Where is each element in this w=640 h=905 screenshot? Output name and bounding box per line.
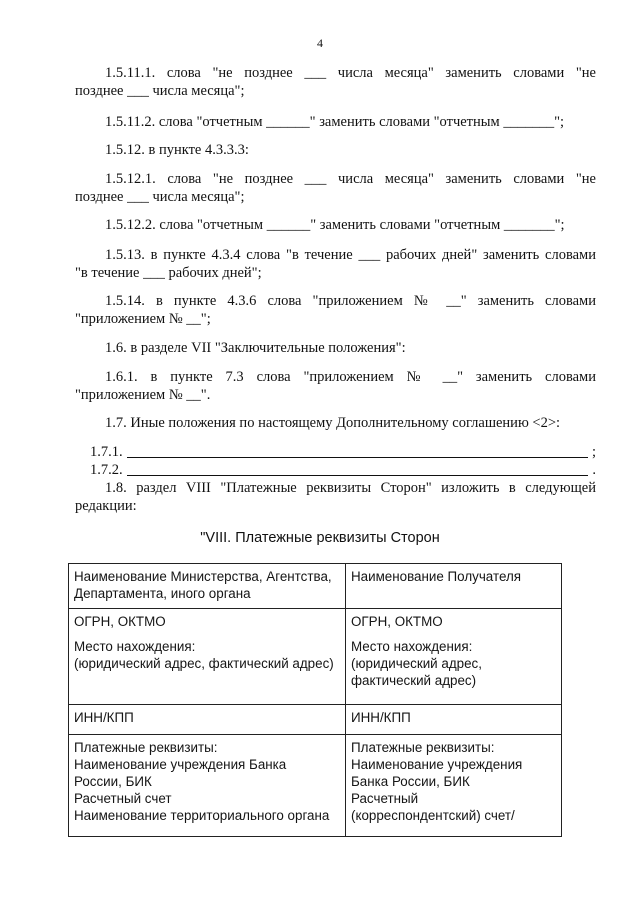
- paragraph-1-5-14: 1.5.14. в пункте 4.3.6 слова "приложением № __" заменить словами "приложением № __";: [75, 293, 596, 327]
- page-number: 4: [317, 36, 323, 50]
- paragraph-1-5-12: 1.5.12. в пункте 4.3.3.3:: [105, 142, 249, 158]
- recipient-name-cell: Наименование Получателя: [346, 564, 562, 609]
- blank-line: [127, 461, 589, 476]
- paragraph-1-5-13: 1.5.13. в пункте 4.3.4 слова "в течение ___ рабочих дней" заменить словами "в течение ___ рабочих дней";: [75, 247, 596, 281]
- paragraph-1-5-12-1: 1.5.12.1. слова "не позднее ___ числа месяца" заменить словами "не позднее ___ числа месяца";: [75, 171, 596, 205]
- table-row: [69, 705, 562, 735]
- ministry-name-cell: Наименование Министерства, Агентства, Департамента, иного органа: [69, 564, 346, 609]
- ministry-ogrn-address-cell: ОГРН, ОКТМО Место нахождения: (юридический адрес, фактический адрес): [69, 609, 346, 705]
- fill-line-1-7-2: 1.7.2. .: [90, 462, 596, 478]
- paragraph-1-6: 1.6. в разделе VII "Заключительные положения":: [105, 340, 406, 356]
- paragraph-1-5-12-2: 1.5.12.2. слова "отчетным ______" заменить словами "отчетным _______";: [105, 217, 565, 233]
- paragraph-1-5-11-1: 1.5.11.1. слова "не позднее ___ числа месяца" заменить словами "не позднее ___ числа месяца";: [75, 65, 596, 99]
- paragraph-1-6-1: 1.6.1. в пункте 7.3 слова "приложением № __" заменить словами "приложением № __".: [75, 369, 596, 403]
- table-row: [69, 564, 562, 609]
- blank-line: [127, 443, 588, 458]
- paragraph-1-5-11-2: 1.5.11.2. слова "отчетным ______" заменить словами "отчетным _______";: [105, 114, 565, 130]
- recipient-payment-details-cell: Платежные реквизиты: Наименование учреждения Банка России, БИК Расчетный (корреспондентский) счет/: [346, 735, 562, 837]
- recipient-inn-cell: ИНН/КПП: [346, 705, 562, 735]
- paragraph-1-8: 1.8. раздел VIII "Платежные реквизиты Сторон" изложить в следующей редакции:: [75, 480, 596, 514]
- paragraph-1-7: 1.7. Иные положения по настоящему Дополнительному соглашению <2>:: [105, 415, 561, 431]
- ministry-payment-details-cell: Платежные реквизиты: Наименование учреждения Банка России, БИК Расчетный счет Наименование территориального органа: [69, 735, 346, 837]
- fill-line-1-7-1: 1.7.1. ;: [90, 444, 596, 460]
- payment-details-table: [68, 563, 562, 837]
- ministry-inn-cell: ИНН/КПП: [69, 705, 346, 735]
- table-row: [69, 609, 562, 705]
- recipient-ogrn-address-cell: ОГРН, ОКТМО Место нахождения: (юридический адрес, фактический адрес): [346, 609, 562, 705]
- section-heading: "VIII. Платежные реквизиты Сторон: [200, 530, 440, 546]
- table-row: [69, 735, 562, 837]
